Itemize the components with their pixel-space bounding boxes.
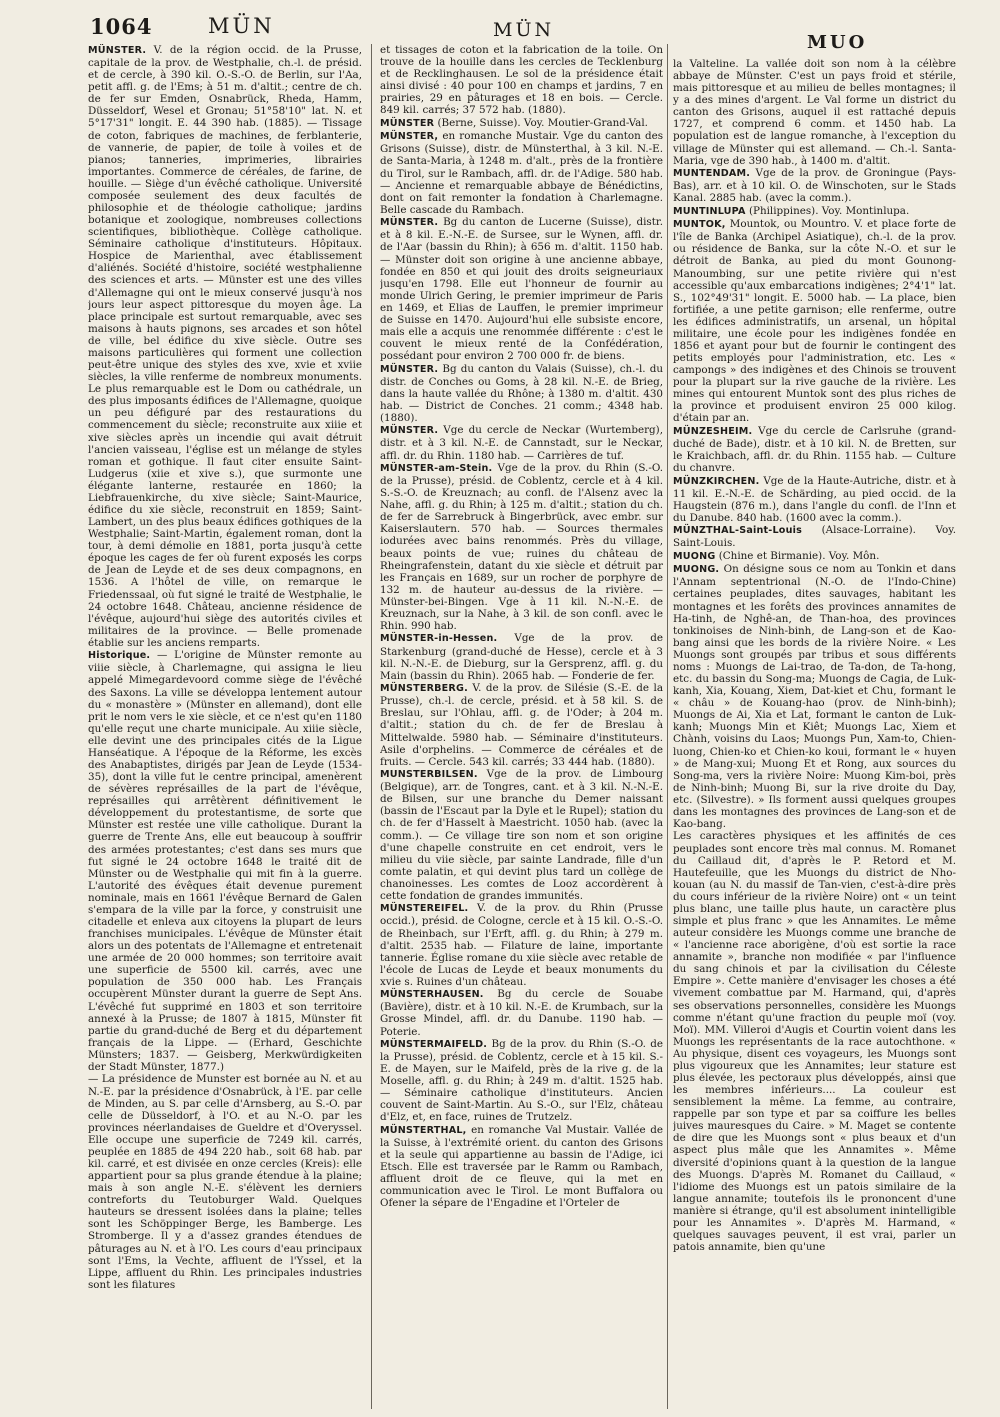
entry-headword: MÜNSTERHAUSEN.: [380, 989, 484, 1001]
dictionary-entry: [88, 649, 362, 1073]
entry-text: Vge de la prov. de Groningue (Pays-Bas), arr. et à 10 kil. O. de Winschoten, sur le Stads Kanal. 2885 hab. (avec la comm.).: [673, 167, 956, 205]
entry-text: — La présidence de Munster est bornée au N. et au N.-E. par la présidence d'Osnabrück, à l'E. par celle de Minden, au S. par celle d'Arnsberg, au S.-O. par celle de Düsseldorf, à l'O. et au N.-O. par les provinces néerlandaises de Gueldre et d'Overyssel. Elle occupe une superficie de 7249 kil. carrés, peuplée en 1885 de 494 220 hab., soit 68 hab. par kil. carré, et est divisée en onze cercles (Kreis): elle appartient pour sa plus grande étendue à la plaine; mais à son angle N.-E. s'élèvent les derniers contreforts du Teutoburger Wald. Quelques hauteurs se dressent isolées dans la plaine; telles sont les Schöppinger Berge, les Bamberge. Les Stromberge. Il y a d'assez grandes étendues de pâturages au N. et à l'O. Les cours d'eau principaux sont l'Ems, la Vechte, affluent de l'Yssel, et la Lippe, affluent du Rhin. Les principales industries sont les filatures: [88, 1073, 362, 1291]
entry-headword: MUNTINLUPA: [673, 205, 746, 217]
dictionary-entry: [673, 475, 956, 524]
entry-text: en romanche Mustair. Vge du canton des Grisons (Suisse), distr. de Münsterthal, à 3 kil. N.-E. de Santa-Maria, à 1248 m. d'alt., près de la frontière du Tirol, sur le Rambach, affl. dr. de l'Adige. 580 hab. — Ancienne et remarquable abbaye de Bénédictins, dont on fait remonter la fondation à Charlemagne. Belle cascade du Rambach.: [380, 130, 663, 216]
entry-text: Bg du cercle de Souabe (Bavière), distr. et à 10 kil. N.-E. de Krumbach, sur la Grosse Mindel, affl. dr. du Danube. 1190 hab. — Poterie.: [380, 988, 663, 1038]
entry-text: la Valteline. La vallée doit son nom à la célèbre abbaye de Münster. C'est un pays froid et stérile, mais pittoresque et au milieu de belles montagnes; il y a des mines d'argent. Le Val forme un district du canton des Grisons, auquel il est rattaché depuis 1727, et comprend 6 comm. et 1450 hab. La population est de langue romanche, à l'exception du village de Münster qui est allemand. — Ch.-l. Santa-Maria, vge de 390 hab., à 1400 m. d'altit.: [673, 58, 956, 167]
dictionary-entry: [380, 682, 663, 768]
running-head-right: MUO: [807, 32, 868, 53]
entry-text: en romanche Val Mustair. Vallée de la Suisse, à l'extrémité orient. du canton des Grisons et la seule qui appartienne au bassin de l'Adige, ici Etsch. Elle est traversée par le Ramm ou Rambach, affluent droit de ce fleuve, qui la met en communication avec le Tirol. Le mont Buffalora ou Ofener la sépare de l'Engadine et l'Orteler de: [380, 1123, 663, 1210]
dictionary-entry: [88, 1073, 362, 1290]
entry-text: Bg du canton de Lucerne (Suisse), distr. et à 8 kil. E.-N.-E. de Sursee, sur le Wynen, affl. dr. de l'Aar (bassin du Rhin); à 656 m. d'altit. 1150 hab. — Münster doit son origine à une ancienne abbaye, fondée en 850 et qui jouit des droits seigneuriaux jusqu'en 1798. Elle eut l'honneur de fournir au monde Ulrich Gering, le premier imprimeur de Paris en 1469, et Elias de Lauffen, le premier imprimeur de Suisse en 1470. Aujourd'hui elle subsiste encore, mais elle a acquis une renommée différente : c'est le couvent le mieux renté de la Confédération, possédant pour environ 2 700 000 fr. de biens.: [380, 216, 663, 363]
entry-headword: MÜNSTEREIFEL.: [380, 903, 469, 915]
entry-headword: MÜNSTER-in-Hessen.: [380, 633, 498, 645]
entry-headword: MUONG: [673, 550, 716, 562]
entry-headword: MÜNSTER.: [88, 45, 147, 56]
entry-text: et tissages de coton et la fabrication de la toile. On trouve de la houille dans les cercles de Tecklenburg et de Recklinghausen. Le sol de la présidence était ainsi divisé : 40 pour 100 en champs et jardins, 7 en prairies, 29 en pâturages et 18 en bois. — Cercle. 849 kil. carrés; 37 572 hab. (1880).: [380, 44, 663, 117]
entry-text: V. de la région occid. de la Prusse, capitale de la prov. de Westphalie, ch.-l. de présid. et de cercle, à 390 kil. O.-S.-O. de Berlin, sur l'Aa, petit affl. g. de l'Ems; à 51 m. d'altit.; centre de ch. de fer sur Emden, Osnabrück, Rheda, Hamm, Düsseldorf, Wesel et Gronau; 51°58'10" lat. N. et 5°17'31" longit. E. 44 390 hab. (1885). — Tissage de coton, fabriques de machines, de ferblanterie, de vannerie, de papier, de toile à voiles et de pianos; tanneries, imprimeries, librairies importantes. Commerce de céréales, de farine, de houille. — Siège d'un évêché catholique. Université composée seulement des deux facultés de philosophie et de théologie catholique; jardins botanique et zoologique, nombreuses collections scientifiques, bibliothèque. Collège catholique. Séminaire catholique d'instituteurs. Hôpitaux. Hospice de Marienthal, avec établissement d'aliénés. Société d'histoire, société westphalienne des sciences et arts. — Münster est une des villes d'Allemagne qui ont le mieux conservé jusqu'à nos jours leur aspect pittoresque du moyen âge. La place principale est surtout remarquable, avec ses maisons à hauts pignons, ses arcades et son hôtel de ville, bel édifice du xive siècle. Outre ses maisons particulières qui forment une collection peut-être unique des styles des xve, xvie et xviie siècles, la ville renferme de nombreux monuments. Le plus remarquable est le Dom ou cathédrale, un des plus imposants édifices de l'Allemagne, quoique un peu défiguré par des restaurations du commencement du siècle; reconstruite aux xiiie et xive siècles après un incendie qui avait détruit l'ancien vaisseau, l'église est un mélange de styles roman et gothique. Il faut citer ensuite Saint-Ludgerus (xiie et xive s.), que surmonte une élégante lanterne, restaurée en 1860; la Liebfrauenkirche, du xive siècle; Saint-Maurice, édifice du xie siècle, reconstruit en 1859; Saint-Lambert, un des plus beaux édifices gothiques de la Westphalie; Saint-Martin, également roman, dont la tour, à demi démolie en 1881, porta jusqu'à cette époque les cages de fer où furent exposés les corps de Jean de Leyde et de ses deux compagnons, en 1536. A l'hôtel de ville, on remarque le Friedenssaal, où fut signé le traité de Westphalie, le 24 octobre 1648. Château, ancienne résidence de l'évêque, aujourd'hui siège des autorités civiles et militaires de la province. — Belle promenade établie sur les anciens remparts.: [88, 44, 362, 649]
entry-headword: Historique.: [88, 650, 151, 662]
entry-text: V. de la prov. du Rhin (Prusse occid.), présid. de Cologne, cercle et à 15 kil. O.-S.-O. de Rheinbach, sur l'Erft, affl. g. du Rhin; à 279 m. d'altit. 2535 hab. — Filature de laine, importante tannerie. Église romane du xiie siècle avec retable de l'école de Lucas de Leyde et beaux monuments du xvie s. Ruines d'un château.: [380, 902, 663, 988]
dictionary-entry: [380, 988, 663, 1037]
page-number: 1064: [90, 14, 153, 39]
dictionary-entry: [380, 424, 663, 461]
dictionary-entry: [380, 1038, 663, 1124]
entry-text: V. de la prov. de Silésie (S.-E. de la Prusse), ch.-l. de cercle, présid. et à 58 kil. S. de Breslau, sur l'Ohlau, affl. g. de l'Oder; à 204 m. d'altit.; station du ch. de fer de Breslau à Mittelwalde. 5980 hab. — Séminaire d'instituteurs. Asile d'orphelins. — Commerce de céréales et de fruits. — Cercle. 543 kil. carrés; 33 444 hab. (1880).: [380, 682, 663, 768]
entry-text: Mountok, ou Mountro. V. et place forte de l'île de Banka (Archipel Asiatique), ch.-l. de la prov. ou résidence de Banka, sur la côte N.-O. et sur le détroit de Banka, au pied du mont Gounong-Manoumbing, sur une petite rivière qui n'est accessible qu'aux embarcations indigènes; 2°4'1" lat. S., 102°49'31" longit. E. 5000 hab. — La place, bien fortifiée, a une petite garnison; elle renferme, outre les édifices administratifs, un arsenal, un hôpital militaire, une école pour les indigènes fondée en 1856 et ayant pour but de fournir le contingent des petits employés pour l'administration, etc. Les « campongs » des indigènes et des Chinois se trouvent pour la plupart sur la rive gauche de la rivière. Les mines qui entourent Muntok sont des plus riches de la province et produisent environ 25 000 kilog. d'étain par an.: [673, 218, 956, 425]
dictionary-entry: [380, 130, 663, 216]
dictionary-entry: [673, 563, 956, 830]
entry-text: (Chine et Birmanie). Voy. Môn.: [718, 549, 880, 562]
entry-headword: MÜNSTER: [380, 117, 435, 129]
dictionary-entry: [380, 902, 663, 988]
entry-headword: MÜNSTERTHAL,: [380, 1124, 467, 1136]
dictionary-entry: [380, 462, 663, 632]
entry-text: Vge du cercle de Neckar (Wurtemberg), distr. et à 3 kil. N.-E. de Cannstadt, sur le Neckar, affl. dr. du Rhin. 1180 hab. — Carrières de tuf.: [380, 424, 663, 462]
dictionary-entry: [380, 768, 663, 902]
entry-headword: MÜNSTER,: [380, 131, 439, 143]
entry-headword: MÜNSTER.: [380, 425, 439, 437]
entry-text: Vge de la Haute-Autriche, distr. et à 11 kil. E.-N.-E. de Schärding, au pied occid. de la Haugstein (876 m.), dans l'angle du confl. de l'Inn et du Danube. 840 hab. (1600 avec la comm.).: [673, 474, 956, 524]
dictionary-entry: [380, 632, 663, 681]
entry-headword: MUNTOK,: [673, 219, 726, 231]
text-column-middle: [380, 44, 663, 1409]
dictionary-entry: [380, 216, 663, 362]
entry-headword: MÜNSTERBERG.: [380, 683, 468, 695]
text-column-left: [88, 44, 362, 1409]
dictionary-entry: [673, 58, 956, 167]
dictionary-entry: [380, 1124, 663, 1210]
text-column-right: [673, 58, 956, 1409]
entry-text: Les caractères physiques et les affinités de ces peuplades sont encore très mal connus. M. Romanet du Caillaud dit, d'après le P. Retord et M. Hautefeuille, que les Muongs du district de Nho-kouan (au N. du massif de Tan-vien, c'est-à-dire près du cours inférieur de la rivière Noire) ont « un teint plus blanc, une taille plus haute, un caractère plus simple et plus franc » que les Annamites. Le même auteur considère les Muongs comme une branche de « l'ancienne race aborigène, d'où est sortie la race annamite », branche non modifiée « par l'influence du sang chinois et par la civilisation du Céleste Empire ». Cette manière d'envisager les choses a été vivement combattue par M. Harmand, qui, d'après ses observations personnelles, considère les Muongs comme n'étant qu'une fraction du peuple moï (voy. Moï). MM. Villeroi d'Augis et Courtin voient dans les Muongs les représentants de la race autochthone. « Au physique, disent ces voyageurs, les Muongs sont plus vigoureux que les Annamites; leur stature est plus élevée, les pectoraux plus développés, ainsi que les membres inférieurs.... La couleur est sensiblement la même. La femme, au contraire, rappelle par son type et par sa coiffure les belles juives mauresques du Caire. » M. Maget se contente de dire que les Muongs sont « plus beaux et d'un aspect plus mâle que les Annamites ». Même diversité d'opinions quant à la question de la langue des Muongs. D'après M. Romanet du Caillaud, « l'idiome des Muongs est un patois similaire de la langue annamite; toutefois ils le prononcent d'une manière si étrange, qu'il est absolument inintelligible pour les Annamites ». D'après M. Harmand, « quelques sauvages peuvent, il est vrai, parler un patois annamite, bien qu'une: [673, 830, 956, 1254]
entry-headword: MUONG.: [673, 564, 720, 576]
running-head-center: MÜN: [493, 19, 555, 41]
entry-headword: MÜNSTER.: [380, 217, 439, 229]
entry-text: (Berne, Suisse). Voy. Moutier-Grand-Val.: [437, 116, 648, 129]
entry-text: On désigne sous ce nom au Tonkin et dans l'Annam septentrional (N.-O. de l'Indo-Chine) certaines peuplades, dites sauvages, habitant les montagnes et les forêts des provinces annamites de Ha-tinh, de Nghê-an, de Than-hoa, des provinces tonkinoises de Ninh-binh, de Lang-son et de Kao-bang ainsi que les bords de la rivière Noire. « Les Muongs sont groupés par tribus et sous différents noms : Muongs de Lai-trao, de Ta-don, de Ta-hong, etc. du bassin du Song-ma; Muongs de Cagia, de Luk-kanh, Xia, Kouang, Xiem, Dat-kiet et Chu, formant le « châu » de Kouang-hao (prov. de Ninh-binh); Muongs de Ai, Xia et Lat, formant le canton de Luk-kanh; Muongs Min et Kiêt; Muongs Lac, Xiem et Chành, voisins du Laos; Muongs Pun, Xam-to, Chien-luong, Chien-ko et Chien-ko koui, formant le « huyen » de Mang-xui; Muong Et et Rong, aux sources du Song-ma, vers la rivière Noire: Muong Kim-boi, près de Ninh-binh; Muong Bi, sur la rive droite du Day, etc. (Silvestre). » Ils forment aussi quelques groupes dans les montagnes des provinces de Lang-son et de Kao-bang.: [673, 563, 956, 830]
dictionary-entry: [673, 830, 956, 1253]
entry-text: Bg du canton du Valais (Suisse), ch.-l. du distr. de Conches ou Goms, à 28 kil. N.-E. de Brieg, dans la haute vallée du Rhône; à 1380 m. d'altit. 430 hab. — District de Conches. 21 comm.; 4348 hab. (1880).: [380, 362, 663, 424]
entry-text: Vge de la prov. de Limbourg (Belgique), arr. de Tongres, cant. et à 3 kil. N.-N.-E. de Bilsen, sur une branche du Demer naissant (bassin de l'Escaut par la Dyle et le Rupel); station du ch. de fer d'Hasselt à Maestricht. 1050 hab. (avec la comm.). — Ce village tire son nom et son origine d'une chapelle construite en cet endroit, vers le milieu du viie siècle, par sainte Landrade, fille d'un comte palatin, et qui devint plus tard un collège de chanoinesses. Les comtes de Looz accordèrent à cette fondation de grandes immunités.: [380, 768, 663, 902]
entry-headword: MUNTENDAM.: [673, 168, 751, 180]
dictionary-entry: [380, 117, 663, 130]
entry-text: Vge de la prov. du Rhin (S.-O. de la Prusse), présid. de Coblentz, cercle et à 4 kil. S.-S.-O. de Kreuznach; au confl. de l'Alsenz avec la Nahe, affl. g. du Rhin; à 125 m. d'altit.; station du ch. de fer de Sarrebruck à Bingerbrück, avec embr. sur Kaiserslautern. 570 hab. — Sources thermales iodurées avec bains renommés. Près du village, beaux points de vue; ruines du château de Rheingrafenstein, datant du xie siècle et détruit par les Français en 1689, sur un rocher de porphyre de 132 m. de hauteur au-dessus de la rivière. — Münster-bei-Bingen. Vge à 11 kil. N.-N.-E. de Kreuznach, sur la Nahe, à 3 kil. de son confl. avec le Rhin. 990 hab.: [380, 462, 663, 633]
dictionary-entry: [673, 425, 956, 474]
entry-text: Bg de la prov. du Rhin (S.-O. de la Prusse), présid. de Coblentz, cercle et à 15 kil. S.-E. de Mayen, sur le Maifeld, près de la rive g. de la Moselle, affl. g. du Rhin; à 249 m. d'altit. 1525 hab. — Séminaire catholique d'instituteurs. Ancien couvent de Saint-Martin. Au S.-O., sur l'Elz, château d'Elz, et, en face, ruines de Trutzelz.: [380, 1038, 663, 1124]
entry-headword: MUNSTERBILSEN.: [380, 769, 478, 781]
column-rule: [371, 44, 372, 1409]
entry-text: — L'origine de Münster remonte au viiie siècle, à Charlemagne, qui assigna le lieu appelé Mimegardevoord comme siège de l'évêché des Saxons. La ville se développa lentement autour du « monastère » (Münster en allemand), dont elle prit le nom vers le xie siècle, et ce n'est qu'en 1180 qu'elle reçut une charte municipale. Au xiiie siècle, elle devint une des principales cités de la Ligue Hanséatique. A l'époque de la Réforme, les excès des Anabaptistes, dirigés par Jean de Leyde (1534-35), dont la ville fut le centre principal, amenèrent de sévères représailles de la part de l'évêque, représailles qui arrêtèrent définitivement le développement du protestantisme, de sorte que Münster est restée une ville catholique. Durant la guerre de Trente Ans, elle eut beaucoup à souffrir des armées protestantes; c'est dans ses murs que fut signé le 24 octobre 1648 le traité dit de Münster ou de Westphalie qui mit fin à la guerre. L'autorité des évêques était devenue purement nominale, mais en 1661 l'évêque Bernard de Galen s'empara de la ville par la force, y construisit une citadelle et enleva aux citoyens la plupart de leurs franchises municipales. L'évêque de Münster était alors un des potentats de l'Allemagne et entretenait une armée de 20 000 hommes; son territoire avait une superficie de 5500 kil. carrés, avec une population de 350 000 hab. Les Français occupèrent Münster durant la guerre de Sept Ans. L'évêché fut supprimé en 1803 et son territoire annexé à la Prusse; de 1807 à 1815, Münster fit partie du grand-duché de Berg et du département français de la Lippe. — (Erhard, Geschichte Münsters; 1837. — Geisberg, Merkwürdigkeiten der Stadt Münster, 1877.): [88, 649, 362, 1073]
entry-text: (Philippines). Voy. Montinlupa.: [748, 204, 910, 217]
dictionary-entry: [673, 524, 956, 549]
entry-headword: MÜNSTERMAIFELD.: [380, 1039, 488, 1051]
dictionary-entry: [673, 550, 956, 563]
entry-text: Vge de la prov. de Starkenburg (grand-duché de Hesse), cercle et à 3 kil. N.-N.-E. de Dieburg, sur la Gersprenz, affl. g. du Main (bassin du Rhin). 2065 hab. — Fonderie de fer.: [380, 632, 663, 682]
dictionary-entry: [380, 363, 663, 424]
dictionary-entry: [673, 167, 956, 204]
running-head-left: MÜN: [208, 14, 275, 38]
column-rule: [667, 44, 668, 1409]
entry-headword: MÜNZESHEIM.: [673, 425, 753, 437]
dictionary-entry: [673, 205, 956, 218]
dictionary-entry: [380, 44, 663, 116]
entry-text: Vge du cercle de Carlsruhe (grand-duché de Bade), distr. et à 10 kil. N. de Bretten, sur le Kraichbach, affl. dr. du Rhin. 1155 hab. — Culture du chanvre.: [673, 424, 956, 475]
entry-text: (Alsace-Lorraine). Voy. Saint-Louis.: [673, 524, 956, 550]
entry-headword: MÜNZTHAL-Saint-Louis: [673, 525, 803, 537]
dictionary-entry: [88, 44, 362, 649]
entry-headword: MÜNZKIRCHEN.: [673, 475, 760, 487]
entry-headword: MÜNSTER-am-Stein.: [380, 463, 493, 474]
dictionary-entry: [673, 218, 956, 424]
entry-headword: MÜNSTER.: [380, 363, 439, 375]
